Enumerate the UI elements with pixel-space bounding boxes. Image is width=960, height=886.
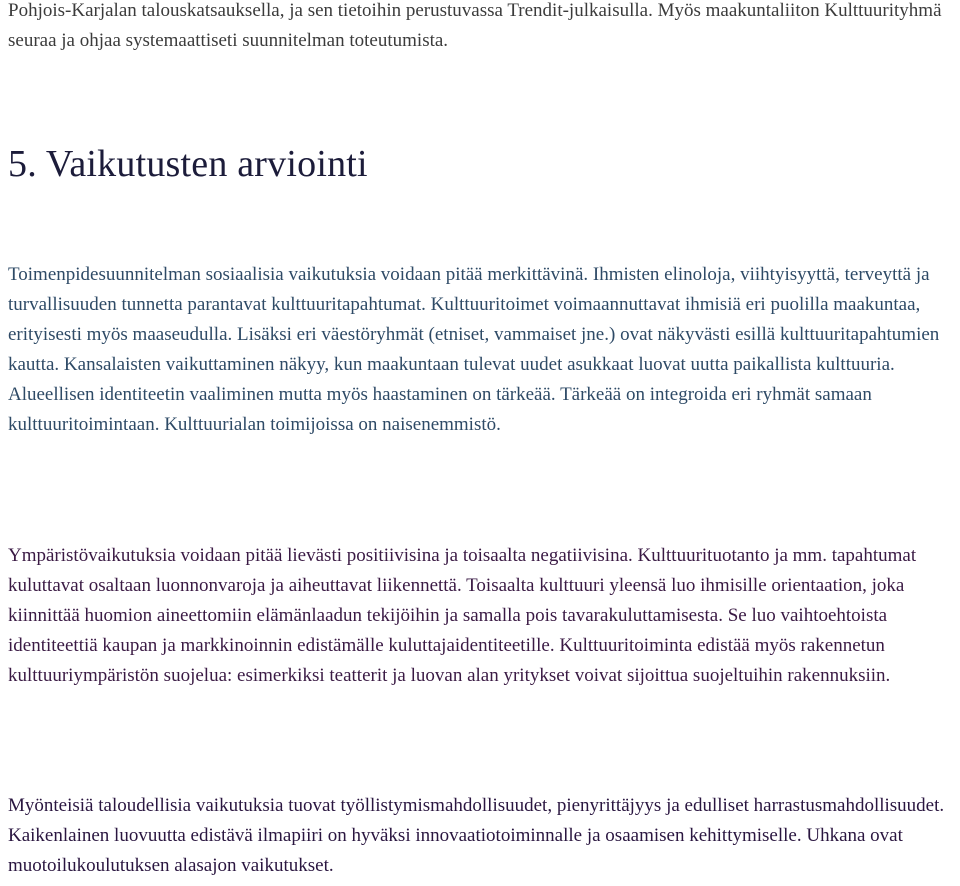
intro-paragraph: Pohjois-Karjalan talouskatsauksella, ja sen tietoihin perustuvassa Trendit-julkaisulla. Myös maakuntaliiton Kulttuurityhmä seuraa ja ohjaa systemaattiseti suunnitelman toteutumista. xyxy=(8,0,942,51)
economic-impacts-paragraph: Myönteisiä taloudellisia vaikutuksia tuovat työllistymismahdollisuudet, pienyrittäjyys ja edulliset harrastusmahdollisuudet. Kaikenlainen luovuutta edistävä ilmapiiri on hyväksi innovaatiotoiminnalle ja osaamisen kehittymiselle. Uhkana ovat muotoilukoulutuksen alasajon vaikutukset. xyxy=(8,795,945,876)
social-impacts-paragraph: Toimenpidesuunnitelman sosiaalisia vaikutuksia voidaan pitää merkittävinä. Ihmisten elinoloja, viihtyisyyttä, terveyttä ja turvallisuuden tunnetta parantavat kulttuuritapahtumat. Kulttuuritoimet voimaannuttavat ihmisiä eri puolilla maakuntaa, erityisesti myös maaseudulla. Lisäksi eri väestöryhmät (etniset, vammaiset jne.) ovat näkyvästi esillä kulttuuritapahtumien kautta. Kansalaisten vaikuttaminen näkyy, kun maakuntaan tulevat uudet asukkaat luovat uutta paikallista kulttuuria. Alueellisen identiteetin vaaliminen mutta myös haastaminen on tärkeää. Tärkeää on integroida eri ryhmät samaan kulttuuritoimintaan. Kulttuurialan toimijoissa on naisenemmistö. xyxy=(8,264,940,435)
environmental-impacts-paragraph: Ympäristövaikutuksia voidaan pitää lievästi positiivisina ja toisaalta negatiivisina. Kulttuurituotanto ja mm. tapahtumat kuluttavat osaltaan luonnonvaroja ja aiheuttavat liikennettä. Toisaalta kulttuuri yleensä luo ihmisille orientaation, joka kiinnittää huomion aineettomiin elämänlaadun tekijöihin ja samalla pois tavarakuluttamisesta. Se luo vaihtoehtoista identiteettiä kaupan ja markkinoinnin edistämälle kuluttajaidentiteetille. Kulttuuritoiminta edistää myös rakennetun kulttuuriympäristön suojelua: esimerkiksi teatterit ja luovan alan yritykset voivat sijoittua suojeltuihin rakennuksiin. xyxy=(8,545,917,686)
section-heading: 5. Vaikutusten arviointi xyxy=(8,143,368,185)
